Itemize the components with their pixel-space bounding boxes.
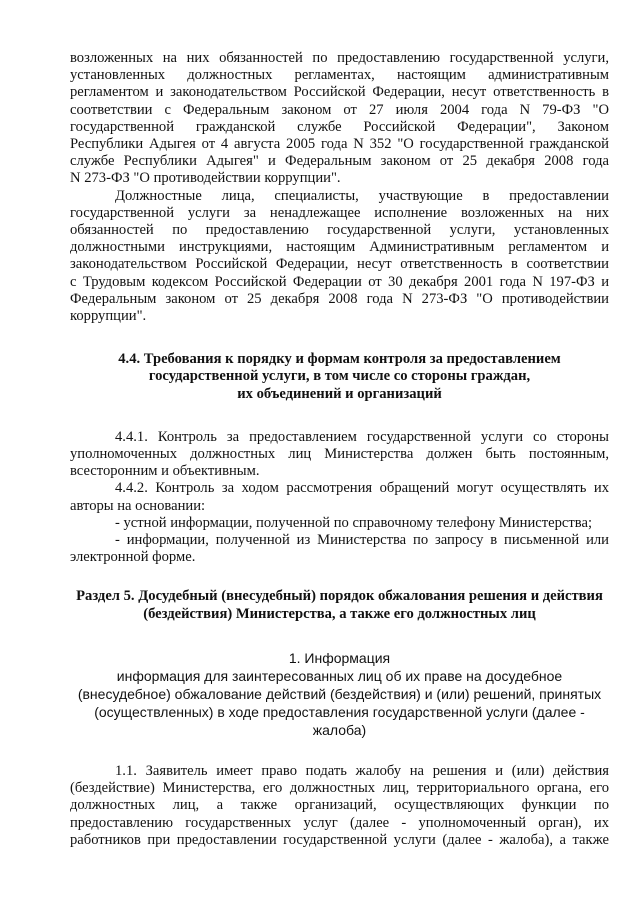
section-heading-4-4 <box>70 351 609 403</box>
spacer <box>70 623 609 649</box>
text-line: авторы на основании: <box>70 497 206 514</box>
text-line: законодательством Российской Федерации, несут ответственность в соответствии <box>70 256 609 273</box>
text-line: (бездействие) Министерства, его должностных лиц, территориального органа, его <box>70 780 609 797</box>
heading-line: Раздел 5. Досудебный (внесудебный) порядок обжалования решения и действия <box>76 588 603 605</box>
subsection-title: 1. Информация <box>288 649 391 666</box>
heading-line: государственной услуги, в том числе со стороны граждан, <box>148 368 531 385</box>
text-line: электронной форме. <box>70 549 196 566</box>
list-item-phone-info <box>70 515 609 532</box>
text-line: (осуществленных) в ходе предоставления государственной услуги (далее - <box>94 703 585 720</box>
text-line: обязанностей по предоставлению государственной услуги, установленных <box>70 222 609 239</box>
text-line: N 273-ФЗ "О противодействии коррупции". <box>70 170 341 187</box>
heading-line: (бездействия) Министерства, а также его должностных лиц <box>143 605 536 622</box>
text-line: всесторонним и объективным. <box>70 463 260 480</box>
heading-line: их объединений и организаций <box>237 385 442 402</box>
text-line: 4.4.2. Контроль за ходом рассмотрения обращений могут осуществлять их <box>115 480 609 497</box>
paragraph-responsibility <box>70 50 609 188</box>
text-line: уполномоченных должностных лиц Министерства должен быть постоянным, <box>70 446 609 463</box>
text-line: 1.1. Заявитель имеет право подать жалобу на решения и (или) действия <box>115 762 609 779</box>
spacer <box>70 566 609 588</box>
text-line: работников при предоставлении государственной услуги (далее - жалоба), а также <box>70 831 609 848</box>
spacer <box>70 403 609 429</box>
text-line: - информации, полученной из Министерства по запросу в письменной или <box>115 532 609 549</box>
text-line: с Трудовым кодексом Российской Федерации от 30 декабря 2001 года N 197-ФЗ и <box>70 273 609 290</box>
text-line: установленных должностных регламентах, настоящим административным <box>70 67 609 84</box>
text-line: (внесудебное) обжалование действий (бездействия) и (или) решений, принятых <box>77 685 602 702</box>
paragraph-officials <box>70 188 609 326</box>
text-line: должностными инструкциями, настоящим Административным регламентом и <box>70 239 609 256</box>
text-line: информация для заинтересованных лиц об их праве на досудебное <box>116 667 563 684</box>
text-line: должностных лиц, а также организаций, осуществляющих функции по <box>70 797 609 814</box>
text-line: Федеральным законом от 25 декабря 2008 года N 273-ФЗ "О противодействии <box>70 290 609 307</box>
subsection-information <box>70 649 609 739</box>
text-line: 4.4.1. Контроль за предоставлением государственной услуги со стороны <box>115 428 609 445</box>
paragraph-1-1 <box>70 763 609 849</box>
text-line: - устной информации, полученной по справочному телефону Министерства; <box>115 514 592 531</box>
spacer <box>70 325 609 351</box>
text-line: возложенных на них обязанностей по предоставлению государственной услуги, <box>70 50 609 66</box>
text-line: службе Республики Адыгея" и Федеральным законом от 25 декабря 2008 года <box>70 153 609 170</box>
heading-line: 4.4. Требования к порядку и формам контроля за предоставлением <box>118 351 561 368</box>
text-line: предоставлению государственных услуг (далее - уполномоченный орган), их <box>70 814 609 831</box>
text-line: Республики Адыгея от 4 августа 2005 года N 352 "О государственной гражданской <box>70 136 609 153</box>
text-line: государственной гражданской службе Российской Федерации", Законом <box>70 118 609 135</box>
text-line: регламентом и законодательством Российской Федерации, несут ответственность в <box>70 84 609 101</box>
paragraph-4-4-2 <box>70 480 609 514</box>
text-line: жалоба) <box>312 721 367 738</box>
section-heading-5 <box>62 588 617 622</box>
list-item-written-info <box>70 532 609 566</box>
spacer <box>70 739 609 763</box>
text-line: государственной услуги за ненадлежащее исполнение возложенных на них <box>70 204 609 221</box>
text-line: соответствии с Федеральным законом от 27 июля 2004 года N 79-ФЗ "О <box>70 101 609 118</box>
paragraph-4-4-1 <box>70 429 609 481</box>
text-line: Должностные лица, специалисты, участвующие в предоставлении <box>115 187 609 204</box>
text-line: коррупции". <box>70 308 147 325</box>
